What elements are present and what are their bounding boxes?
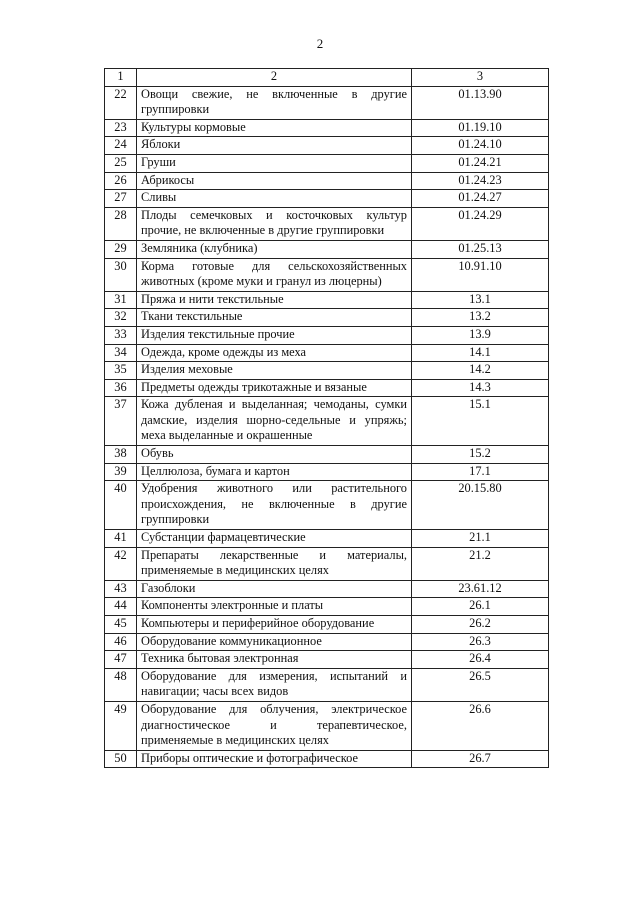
row-code: 01.24.21 xyxy=(412,154,549,172)
row-code: 01.24.29 xyxy=(412,207,549,240)
row-number: 29 xyxy=(105,240,137,258)
classification-table xyxy=(104,68,549,768)
row-name: Предметы одежды трикотажные и вязаные xyxy=(137,379,412,397)
row-number: 50 xyxy=(105,750,137,768)
row-number: 30 xyxy=(105,258,137,291)
row-code: 14.3 xyxy=(412,379,549,397)
table-row xyxy=(105,86,549,119)
row-number: 33 xyxy=(105,326,137,344)
table-row xyxy=(105,344,549,362)
table-row xyxy=(105,362,549,380)
row-code: 10.91.10 xyxy=(412,258,549,291)
row-code: 26.3 xyxy=(412,633,549,651)
table-row xyxy=(105,530,549,548)
row-name: Яблоки xyxy=(137,137,412,155)
row-number: 41 xyxy=(105,530,137,548)
table-row xyxy=(105,119,549,137)
row-number: 40 xyxy=(105,481,137,530)
table-row xyxy=(105,463,549,481)
table-row xyxy=(105,481,549,530)
row-code: 01.25.13 xyxy=(412,240,549,258)
row-number: 45 xyxy=(105,616,137,634)
table-row xyxy=(105,598,549,616)
row-number: 47 xyxy=(105,651,137,669)
table-row xyxy=(105,616,549,634)
row-name: Изделия текстильные прочие xyxy=(137,326,412,344)
table-row xyxy=(105,651,549,669)
table-row xyxy=(105,190,549,208)
row-code: 14.1 xyxy=(412,344,549,362)
row-number: 43 xyxy=(105,580,137,598)
table-row xyxy=(105,137,549,155)
row-number: 27 xyxy=(105,190,137,208)
table-row xyxy=(105,547,549,580)
row-code: 15.2 xyxy=(412,446,549,464)
row-name: Компьютеры и периферийное оборудование xyxy=(137,616,412,634)
header-col-3: 3 xyxy=(412,69,549,87)
table-row xyxy=(105,309,549,327)
row-code: 01.24.23 xyxy=(412,172,549,190)
row-code: 14.2 xyxy=(412,362,549,380)
row-number: 32 xyxy=(105,309,137,327)
table-header-row xyxy=(105,69,549,87)
row-name: Субстанции фармацевтические xyxy=(137,530,412,548)
row-code: 21.2 xyxy=(412,547,549,580)
row-number: 34 xyxy=(105,344,137,362)
row-name: Компоненты электронные и платы xyxy=(137,598,412,616)
table-row xyxy=(105,750,549,768)
row-name: Одежда, кроме одежды из меха xyxy=(137,344,412,362)
row-number: 46 xyxy=(105,633,137,651)
row-number: 31 xyxy=(105,291,137,309)
row-name: Оборудование коммуникационное xyxy=(137,633,412,651)
header-col-1: 1 xyxy=(105,69,137,87)
table-row xyxy=(105,580,549,598)
row-code: 01.13.90 xyxy=(412,86,549,119)
row-code: 23.61.12 xyxy=(412,580,549,598)
row-name: Оборудование для облучения, электрическое диагностическое и терапевтическое, применяемые в медицинских целях xyxy=(137,701,412,750)
page-number: 2 xyxy=(316,36,324,51)
row-code: 26.2 xyxy=(412,616,549,634)
row-name: Плоды семечковых и косточковых культур прочие, не включенные в другие группировки xyxy=(137,207,412,240)
row-name: Груши xyxy=(137,154,412,172)
row-code: 26.6 xyxy=(412,701,549,750)
row-code: 01.19.10 xyxy=(412,119,549,137)
row-number: 39 xyxy=(105,463,137,481)
row-name: Овощи свежие, не включенные в другие группировки xyxy=(137,86,412,119)
row-name: Обувь xyxy=(137,446,412,464)
row-name: Абрикосы xyxy=(137,172,412,190)
row-name: Кожа дубленая и выделанная; чемоданы, сумки дамские, изделия шорно-седельные и упряжь; меха выделанные и окрашенные xyxy=(137,397,412,446)
row-number: 38 xyxy=(105,446,137,464)
header-col-2: 2 xyxy=(137,69,412,87)
table-row xyxy=(105,291,549,309)
table-row xyxy=(105,207,549,240)
row-name: Оборудование для измерения, испытаний и навигации; часы всех видов xyxy=(137,668,412,701)
row-number: 22 xyxy=(105,86,137,119)
row-number: 42 xyxy=(105,547,137,580)
row-number: 48 xyxy=(105,668,137,701)
row-number: 24 xyxy=(105,137,137,155)
row-code: 17.1 xyxy=(412,463,549,481)
row-code: 26.4 xyxy=(412,651,549,669)
row-code: 26.5 xyxy=(412,668,549,701)
table-row xyxy=(105,326,549,344)
row-number: 23 xyxy=(105,119,137,137)
row-name: Пряжа и нити текстильные xyxy=(137,291,412,309)
row-code: 13.1 xyxy=(412,291,549,309)
row-name: Целлюлоза, бумага и картон xyxy=(137,463,412,481)
row-name: Удобрения животного или растительного происхождения, не включенные в другие группировки xyxy=(137,481,412,530)
table-row xyxy=(105,668,549,701)
row-code: 01.24.10 xyxy=(412,137,549,155)
row-number: 26 xyxy=(105,172,137,190)
row-name: Газоблоки xyxy=(137,580,412,598)
row-code: 21.1 xyxy=(412,530,549,548)
row-code: 26.7 xyxy=(412,750,549,768)
row-name: Приборы оптические и фотографическое xyxy=(137,750,412,768)
row-number: 25 xyxy=(105,154,137,172)
table-row xyxy=(105,633,549,651)
row-number: 28 xyxy=(105,207,137,240)
table-row xyxy=(105,154,549,172)
row-name: Техника бытовая электронная xyxy=(137,651,412,669)
row-name: Сливы xyxy=(137,190,412,208)
row-name: Земляника (клубника) xyxy=(137,240,412,258)
row-name: Корма готовые для сельскохозяйственных животных (кроме муки и гранул из люцерны) xyxy=(137,258,412,291)
row-code: 01.24.27 xyxy=(412,190,549,208)
table-row xyxy=(105,446,549,464)
row-name: Ткани текстильные xyxy=(137,309,412,327)
table-row xyxy=(105,258,549,291)
row-number: 35 xyxy=(105,362,137,380)
row-code: 15.1 xyxy=(412,397,549,446)
table-row xyxy=(105,172,549,190)
table-row xyxy=(105,240,549,258)
row-number: 44 xyxy=(105,598,137,616)
table-row xyxy=(105,379,549,397)
row-code: 13.9 xyxy=(412,326,549,344)
row-number: 49 xyxy=(105,701,137,750)
row-name: Изделия меховые xyxy=(137,362,412,380)
row-code: 20.15.80 xyxy=(412,481,549,530)
row-name: Культуры кормовые xyxy=(137,119,412,137)
table-row xyxy=(105,701,549,750)
row-name: Препараты лекарственные и материалы, применяемые в медицинских целях xyxy=(137,547,412,580)
row-number: 37 xyxy=(105,397,137,446)
row-code: 13.2 xyxy=(412,309,549,327)
row-code: 26.1 xyxy=(412,598,549,616)
table-body xyxy=(105,69,549,768)
table-row xyxy=(105,397,549,446)
row-number: 36 xyxy=(105,379,137,397)
